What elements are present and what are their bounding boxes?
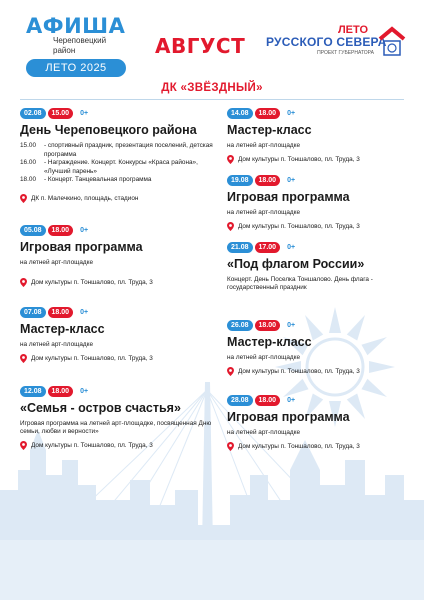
location-pin-icon: [20, 278, 27, 287]
event-time-badge: 18.00: [48, 307, 74, 318]
event-card: [20, 108, 220, 203]
event-title: «Семья - остров счастья»: [20, 401, 181, 415]
location-pin-icon: [227, 367, 234, 376]
location-text: Дом культуры п. Тоншалово, пл. Труда, 3: [238, 223, 360, 230]
location-text: Дом культуры п. Тоншалово, пл. Труда, 3: [238, 443, 360, 450]
event-title: День Череповецкого района: [20, 123, 197, 137]
event-subtitle: на летней арт-площадке: [20, 341, 94, 348]
district-name: Череповецкий район: [53, 36, 107, 55]
event-schedule: [20, 142, 220, 185]
schedule-time: 15.00: [20, 142, 36, 149]
schedule-text: - Концерт. Танцевальная программа: [44, 176, 152, 184]
event-location: [20, 354, 220, 363]
age-rating: 0+: [287, 397, 296, 404]
event-date-badge: 05.08: [20, 225, 46, 236]
event-date-badge: 07.08: [20, 307, 46, 318]
schedule-row: [20, 176, 220, 185]
location-text: Дом культуры п. Тоншалово, пл. Труда, 3: [31, 355, 153, 362]
event-location: [20, 278, 220, 287]
venue-title: ДК «ЗВЁЗДНЫЙ»: [161, 82, 263, 94]
event-location: [227, 442, 407, 451]
event-title: Мастер-класс: [20, 322, 105, 336]
event-location: [227, 367, 407, 376]
event-card: [20, 307, 220, 363]
age-rating: 0+: [287, 322, 296, 329]
event-time-badge: 18.00: [255, 395, 281, 406]
event-subtitle: Игровая программа на летней арт-площадке, посвященная Дню семьи, любви и верности»: [20, 420, 212, 435]
event-date-badge: 19.08: [227, 175, 253, 186]
schedule-row: [20, 142, 220, 159]
location-text: ДК п. Малечкино, площадь, стадион: [31, 194, 139, 202]
partner-line3: ПРОЕКТ ГУБЕРНАТОРА: [317, 50, 374, 56]
event-title: Игровая программа: [20, 240, 143, 254]
age-rating: 0+: [80, 110, 89, 117]
schedule-text: - Награждение. Концерт. Конкурсы «Краса района», «Лучший парень»: [44, 159, 198, 175]
event-date-badge: 21.08: [227, 242, 253, 253]
location-text: Дом культуры п. Тоншалово, пл. Труда, 3: [31, 442, 153, 449]
event-time-badge: 18.00: [255, 108, 281, 119]
event-subtitle: на летней арт-площадке: [227, 142, 301, 149]
schedule-time: 18.00: [20, 176, 36, 184]
event-subtitle: на летней арт-площадке: [227, 209, 301, 216]
event-date-badge: 12.08: [20, 386, 46, 397]
age-rating: 0+: [287, 244, 296, 251]
event-time-badge: 17.00: [255, 242, 281, 253]
partner-line2: РУССКОГО СЕВЕРА: [266, 35, 387, 49]
event-subtitle: на летней арт-площадке: [227, 354, 301, 361]
event-title: Мастер-класс: [227, 123, 312, 137]
location-pin-icon: [20, 194, 27, 203]
location-text: Дом культуры п. Тоншалово, пл. Труда, 3: [31, 279, 153, 286]
event-location: [227, 155, 407, 164]
event-card: [227, 242, 407, 292]
event-card: [227, 175, 407, 231]
governor-emblem-icon: [378, 25, 406, 57]
event-title: Игровая программа: [227, 410, 350, 424]
location-pin-icon: [20, 441, 27, 450]
event-location: [227, 222, 407, 231]
afisha-logo: [26, 16, 130, 77]
event-time-badge: 18.00: [255, 175, 281, 186]
event-date-badge: 28.08: [227, 395, 253, 406]
location-text: Дом культуры п. Тоншалово, пл. Труда, 3: [238, 156, 360, 163]
event-subtitle: Концерт. День Поселка Тоншалово. День флага - государственный праздник: [227, 276, 373, 291]
event-card: [227, 320, 407, 376]
event-title: «Под флагом России»: [227, 257, 365, 271]
event-date-badge: 26.08: [227, 320, 253, 331]
location-pin-icon: [227, 222, 234, 231]
event-card: [20, 225, 220, 287]
event-card: [227, 108, 407, 164]
event-time-badge: 15.00: [48, 108, 74, 119]
schedule-row: [20, 159, 220, 176]
event-date-badge: 14.08: [227, 108, 253, 119]
age-rating: 0+: [287, 110, 296, 117]
event-location: [20, 194, 220, 203]
event-title: Игровая программа: [227, 190, 350, 204]
month-title: АВГУСТ: [155, 34, 246, 58]
season-badge: ЛЕТО 2025: [26, 59, 126, 77]
event-time-badge: 18.00: [48, 386, 74, 397]
event-date-badge: 02.08: [20, 108, 46, 119]
age-rating: 0+: [287, 177, 296, 184]
location-text: Дом культуры п. Тоншалово, пл. Труда, 3: [238, 368, 360, 375]
location-pin-icon: [227, 442, 234, 451]
event-card: [227, 395, 407, 451]
brand-title: АФИША: [26, 14, 126, 38]
age-rating: 0+: [80, 388, 89, 395]
event-card: [20, 386, 225, 450]
event-subtitle: на летней арт-площадке: [20, 259, 94, 266]
age-rating: 0+: [80, 309, 89, 316]
location-pin-icon: [227, 155, 234, 164]
divider: [20, 99, 404, 100]
age-rating: 0+: [80, 227, 89, 234]
partner-line1: ЛЕТО: [337, 24, 368, 36]
schedule-time: 16.00: [20, 159, 36, 167]
event-location: [20, 441, 225, 450]
location-pin-icon: [20, 354, 27, 363]
leto-russkogo-severa-logo: [266, 22, 406, 62]
schedule-text: - спортивный праздник, презентация поселений, детская программа: [44, 142, 213, 158]
event-time-badge: 18.00: [255, 320, 281, 331]
event-subtitle: на летней арт-площадке: [227, 429, 301, 436]
event-time-badge: 18.00: [48, 225, 74, 236]
event-title: Мастер-класс: [227, 335, 312, 349]
